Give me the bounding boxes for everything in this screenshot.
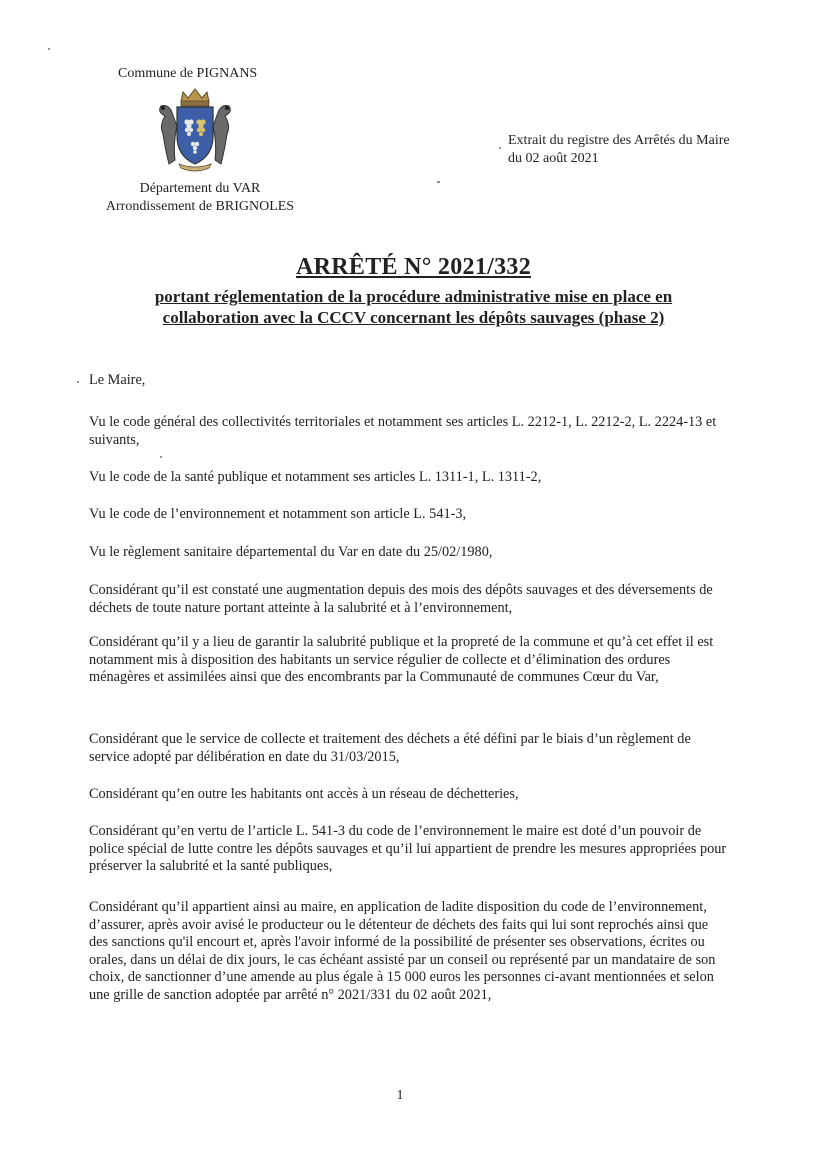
scan-speck [499, 147, 501, 149]
decree-subtitle-line-1: portant réglementation de la procédure administrative mise en place en [154, 287, 673, 306]
opening-line: Le Maire, [89, 372, 146, 388]
arrondissement-name: Arrondissement de BRIGNOLES [105, 199, 295, 214]
page-number: 1 [396, 1088, 404, 1103]
scan-speck [48, 48, 50, 50]
paragraph-visa-cgct: Vu le code général des collectivités territoriales et notamment ses articles L. 2212-1, L. 2212-2, L. 2224-13 et suivants, [89, 414, 717, 448]
paragraph-considerant-augmentation: Considérant qu’il est constaté une augmentation depuis des mois des dépôts sauvages et des déversements de déchets de toute nature portant atteinte à la salubrité et à l’environnement, [89, 582, 713, 616]
paragraph-visa-environnement: Vu le code de l’environnement et notamment son article L. 541-3, [89, 506, 467, 522]
paragraph-considerant-police: Considérant qu’en vertu de l’article L. 541-3 du code de l’environnement le maire est doté d’un pouvoir de police spécial de lutte contre les dépôts sauvages et qu’il lui appartient de prendre les mesures appropriées pour préserver la salubrité et la santé publiques, [89, 823, 727, 874]
commune-name: Commune de PIGNANS [118, 66, 258, 81]
scan-speck [77, 381, 79, 383]
department-name: Département du VAR [139, 181, 261, 196]
decree-title: ARRÊTÉ N° 2021/332 [295, 254, 532, 280]
scan-speck [160, 456, 162, 458]
paragraph-visa-sante: Vu le code de la santé publique et notamment ses articles L. 1311-1, L. 1311-2, [89, 469, 542, 485]
paragraph-considerant-service: Considérant que le service de collecte et traitement des déchets a été défini par le biais d’un règlement de service adopté par délibération en date du 31/03/2015, [89, 731, 691, 765]
decree-body [89, 0, 729, 1169]
extract-register-line: Extrait du registre des Arrêtés du Maire [508, 133, 730, 148]
paragraph-considerant-sanction: Considérant qu’il appartient ainsi au maire, en application de ladite disposition du code de l’environnement, d’assurer, après avoir avisé le producteur ou le détenteur de déchets des faits qui lui sont reprochés ainsi que des sanctions qu'il encourt et, après l'avoir informé de la possibilité de présenter ses observations, écrites ou orales, dans un délai de dix jours, le cas échéant assisté par un conseil ou représenté par un mandataire de son choix, de sanctionner d’une amende au plus égale à 15 000 euros les personnes ci-avant mentionnées et selon une grille de sanction adoptée par arrêté n° 2021/331 du 02 août 2021, [89, 899, 716, 1003]
decree-subtitle-line-2: collaboration avec la CCCV concernant les dépôts sauvages (phase 2) [162, 308, 665, 327]
extract-date-line: du 02 août 2021 [508, 151, 599, 166]
scan-speck [437, 181, 440, 183]
paragraph-considerant-salubrite: Considérant qu’il y a lieu de garantir la salubrité publique et la propreté de la commune et qu’à cet effet il est notamment mis à disposition des habitants un service régulier de collecte et d’élimination des ordures ménagères et assimilées ainsi que des encombrants par la Communauté de communes Cœur du Var, [89, 634, 714, 685]
paragraph-considerant-dechetteries: Considérant qu’en outre les habitants ont accès à un réseau de déchetteries, [89, 786, 519, 802]
paragraph-visa-reglement: Vu le règlement sanitaire départemental du Var en date du 25/02/1980, [89, 544, 493, 560]
